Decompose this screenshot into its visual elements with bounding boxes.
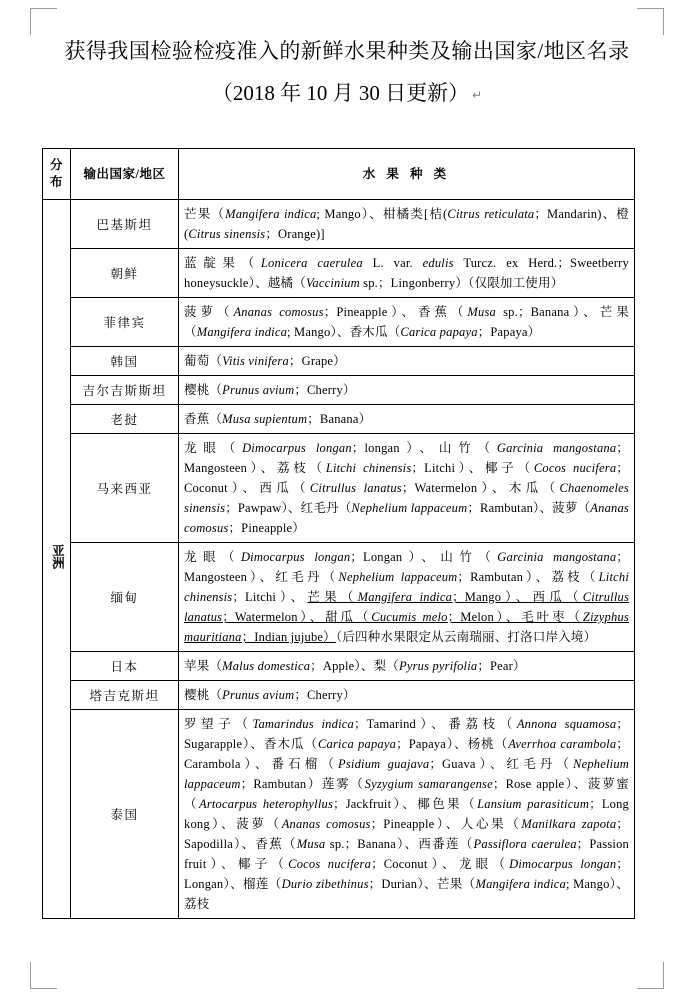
table-row [43,298,635,347]
country-cell: 吉尔吉斯斯坦 [71,376,179,405]
table-row [43,681,635,710]
fruit-list-cell: 苹果（Malus domestica；Apple）、梨（Pyrus pyrifolia；Pear） [179,652,635,681]
fruit-list-cell: 蓝靛果（Lonicera caerulea L. var. edulis Turcz. ex Herd.；Sweetberry honeysuckle）、越橘（Vaccinium sp.；Lingonberry）（仅限加工使用） [179,249,635,298]
country-cell: 马来西亚 [71,434,179,543]
column-header-fruit: 水 果 种 类 [179,149,635,200]
document-title: 获得我国检验检疫准入的新鲜水果种类及输出国家/地区名录 [64,39,630,63]
table-row [43,710,635,919]
table-row [43,543,635,652]
country-cell: 泰国 [71,710,179,919]
fruit-list-cell: 龙眼（Dimocarpus longan；Longan）、山竹（Garcinia mangostana；Mangosteen）、红毛丹（Nephelium lappaceum；Rambutan）、荔枝（Litchi chinensis；Litchi）、芒果（Mangifera indica；Mango）、西瓜（Citrullus lanatus；Watermelon）、甜瓜（Cucumis melo；Melon）、毛叶枣（Zizyphus mauritiana；Indian jujube）（后四种水果限定从云南瑞丽、打洛口岸入境） [179,543,635,652]
table-header-row [43,149,635,200]
table-row [43,249,635,298]
fruit-approval-table [42,148,635,919]
fruit-list-cell: 龙眼（Dimocarpus longan；longan）、山竹（Garcinia mangostana；Mangosteen）、荔枝（Litchi chinensis；Litchi）、椰子（Cocos nucifera；Coconut）、西瓜（Citrullus lanatus；Watermelon）、木瓜（Chaenomeles sinensis；Pawpaw）、红毛丹（Nephelium lappaceum；Rambutan）、菠萝（Ananas comosus；Pineapple） [179,434,635,543]
country-cell: 日本 [71,652,179,681]
country-cell: 巴基斯坦 [71,200,179,249]
country-cell: 缅甸 [71,543,179,652]
region-cell-asia [43,200,71,919]
fruit-list-cell: 香蕉（Musa supientum；Banana） [179,405,635,434]
country-cell: 朝鲜 [71,249,179,298]
table-body [43,200,635,919]
fruit-list-cell: 芒果（Mangifera indica; Mango）、柑橘类[桔(Citrus reticulata；Mandarin)、橙(Citrus sinensis；Orange)] [179,200,635,249]
column-header-region: 分布 [43,149,71,200]
region-label: 亚洲 [50,544,65,569]
fruit-list-cell: 樱桃（Prunus avium；Cherry） [179,376,635,405]
table-row [43,652,635,681]
table-row [43,434,635,543]
pilcrow-mark: ↵ [472,88,483,103]
fruit-list-cell: 菠萝（Ananas comosus；Pineapple）、香蕉（Musa sp.；Banana）、芒果（Mangifera indica; Mango）、香木瓜（Carica papaya；Papaya） [179,298,635,347]
table-row [43,405,635,434]
fruit-list-cell: 罗望子（Tamarindus indica；Tamarind）、番荔枝（Annona squamosa；Sugarapple）、香木瓜（Carica papaya；Papaya）、杨桃（Averrhoa carambola；Carambola）、番石榴（Psidium guajava；Guava）、红毛丹（Nephelium lappaceum；Rambutan）莲雾（Syzygium samarangense；Rose apple）、菠萝蜜（Artocarpus heterophyllus；Jackfruit）、椰色果（Lansium parasiticum；Long kong）、菠萝（Ananas comosus；Pineapple）、人心果（Manilkara zapota；Sapodilla）、香蕉（Musa sp.；Banana）、西番莲（Passiflora caerulea；Passion fruit）、椰子（Cocos nucifera；Coconut）、龙眼（Dimocarpus longan；Longan）、榴莲（Durio zibethinus；Durian）、芒果（Mangifera indica; Mango）、荔枝 [179,710,635,919]
table-row [43,347,635,376]
country-cell: 菲律宾 [71,298,179,347]
document-subtitle-text: （2018 年 10 月 30 日更新） [211,81,470,105]
country-cell: 老挝 [71,405,179,434]
table-row [43,376,635,405]
column-header-country: 输出国家/地区 [71,149,179,200]
document-title-block [42,36,652,110]
country-cell: 韩国 [71,347,179,376]
page-corner-mark-bottom-right [637,962,664,989]
table-row [43,200,635,249]
country-cell: 塔吉克斯坦 [71,681,179,710]
page-corner-mark-top-right [637,8,664,35]
document-subtitle [42,78,652,110]
page-corner-mark-top-left [30,8,57,35]
fruit-list-cell: 樱桃（Prunus avium；Cherry） [179,681,635,710]
page-corner-mark-bottom-left [30,962,57,989]
fruit-list-cell: 葡萄（Vitis vinifera；Grape） [179,347,635,376]
